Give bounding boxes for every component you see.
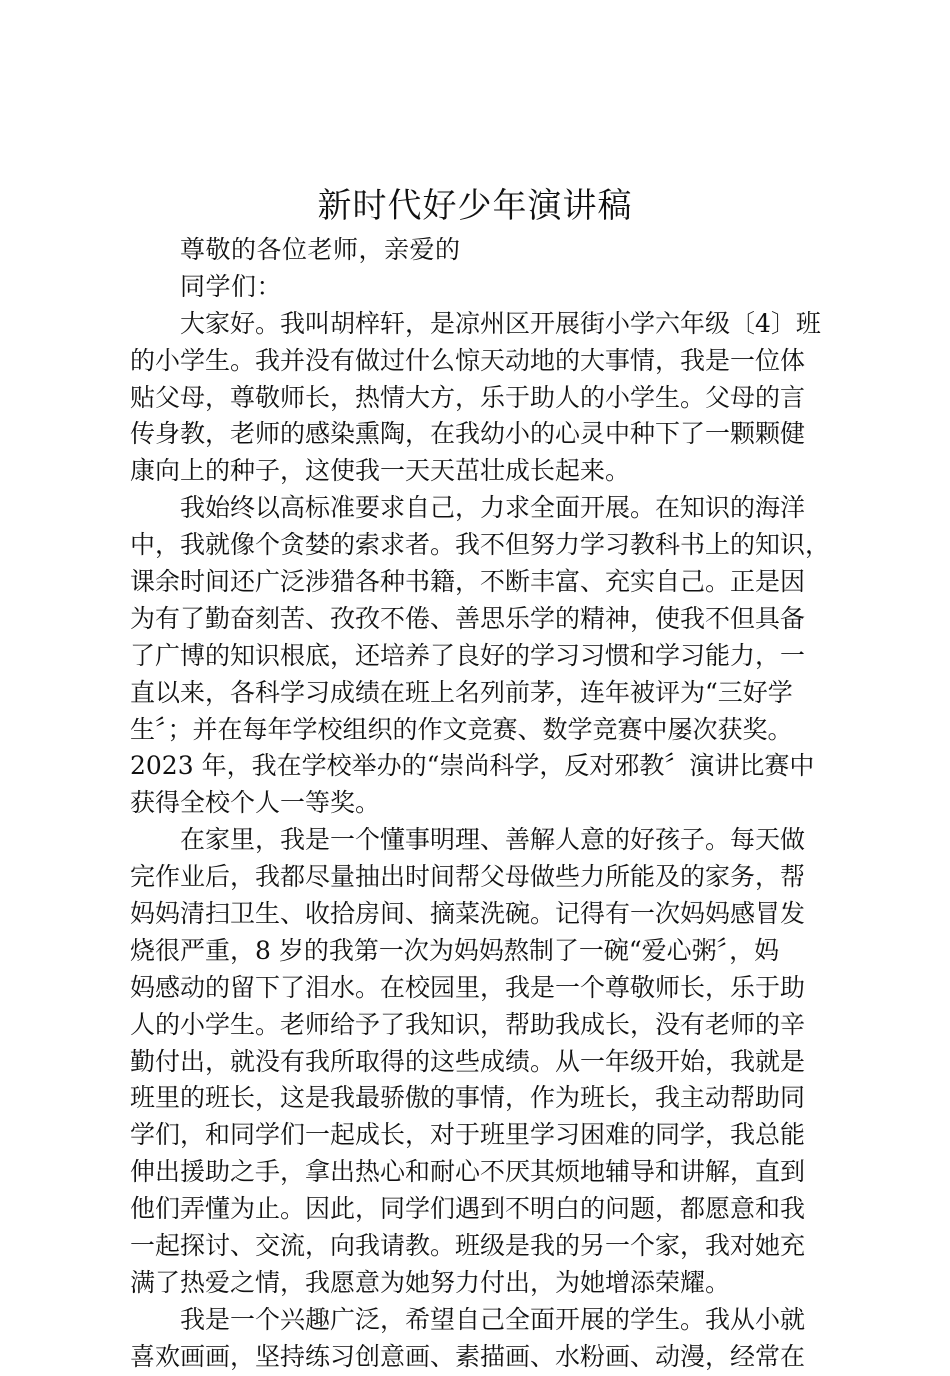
paragraph-line: 2023 年，我在学校举办的“崇尚科学，反对邪教〞演讲比赛中 — [130, 751, 815, 781]
paragraph-line: 烧很严重，8 岁的我第一次为妈妈熬制了一碗“爱心粥〞，妈 — [130, 935, 780, 965]
paragraph-line: 了广博的知识根底，还培养了良好的学习习惯和学习能力，一 — [130, 640, 806, 670]
paragraph-line: 学们，和同学们一起成长，对于班里学习困难的同学，我总能 — [130, 1120, 806, 1150]
salutation — [130, 232, 830, 306]
paragraph-line: 的小学生。我并没有做过什么惊天动地的大事情，我是一位体 — [130, 345, 806, 375]
paragraph-line: 中，我就像个贪婪的索求者。我不但努力学习教科书上的知识， — [130, 530, 831, 560]
paragraph-3 — [130, 822, 830, 1302]
paragraph-2 — [130, 490, 830, 822]
paragraph-line: 传身教，老师的感染熏陶，在我幼小的心灵中种下了一颗颗健 — [130, 419, 806, 449]
paragraph-line: 课余时间还广泛涉猎各种书籍，不断丰富、充实自己。正是因 — [130, 567, 806, 597]
paragraph-line: 妈妈清扫卫生、收拾房间、摘菜洗碗。记得有一次妈妈感冒发 — [130, 899, 806, 929]
paragraph-line: 在家里，我是一个懂事明理、善解人意的好孩子。每天做 — [180, 825, 806, 855]
paragraph-line: 生〞；并在每年学校组织的作文竞赛、数学竞赛中屡次获奖。 — [130, 714, 793, 744]
paragraph-line: 我是一个兴趣广泛，希望自己全面开展的学生。我从小就 — [180, 1304, 806, 1334]
paragraph-4 — [130, 1302, 830, 1376]
paragraph-line: 他们弄懂为止。因此，同学们遇到不明白的问题，都愿意和我 — [130, 1194, 806, 1224]
paragraph-1 — [130, 306, 830, 490]
paragraph-line: 康向上的种子，这使我一天天茁壮成长起来。 — [130, 456, 631, 486]
paragraph-line: 伸出援助之手，拿出热心和耐心不厌其烦地辅导和讲解，直到 — [130, 1157, 806, 1187]
paragraph-line: 完作业后，我都尽量抽出时间帮父母做些力所能及的家务，帮 — [130, 862, 806, 892]
paragraph-line: 满了热爱之情，我愿意为她努力付出，为她增添荣耀。 — [130, 1267, 731, 1297]
paragraph-line: 班里的班长，这是我最骄傲的事情，作为班长，我主动帮助同 — [130, 1083, 806, 1113]
salutation-line: 尊敬的各位老师，亲爱的 — [180, 235, 461, 264]
paragraph-line: 贴父母，尊敬师长，热情大方，乐于助人的小学生。父母的言 — [130, 382, 806, 412]
paragraph-line: 为有了勤奋刻苦、孜孜不倦、善思乐学的精神，使我不但具备 — [130, 603, 806, 633]
document-title: 新时代好少年演讲稿 — [317, 186, 633, 226]
document-body — [130, 232, 830, 1376]
paragraph-line: 一起探讨、交流，向我请教。班级是我的另一个家，我对她充 — [130, 1231, 806, 1261]
paragraph-line: 妈感动的留下了泪水。在校园里，我是一个尊敬师长，乐于助 — [130, 972, 806, 1002]
paragraph-line: 喜欢画画，坚持练习创意画、素描画、水粉画、动漫，经常在 — [130, 1341, 806, 1371]
paragraph-line: 直以来，各科学习成绩在班上名列前茅，连年被评为“三好学 — [130, 677, 793, 707]
salutation-line: 同学们： — [180, 271, 283, 301]
paragraph-line: 大家好。我叫胡梓轩，是凉州区开展街小学六年级〔4〕班 — [180, 308, 821, 338]
paragraph-line: 人的小学生。老师给予了我知识，帮助我成长，没有老师的辛 — [130, 1009, 806, 1039]
paragraph-line: 勤付出，就没有我所取得的这些成绩。从一年级开始，我就是 — [130, 1046, 806, 1076]
paragraph-line: 我始终以高标准要求自己，力求全面开展。在知识的海洋 — [180, 493, 806, 523]
paragraph-line: 获得全校个人一等奖。 — [130, 788, 381, 818]
